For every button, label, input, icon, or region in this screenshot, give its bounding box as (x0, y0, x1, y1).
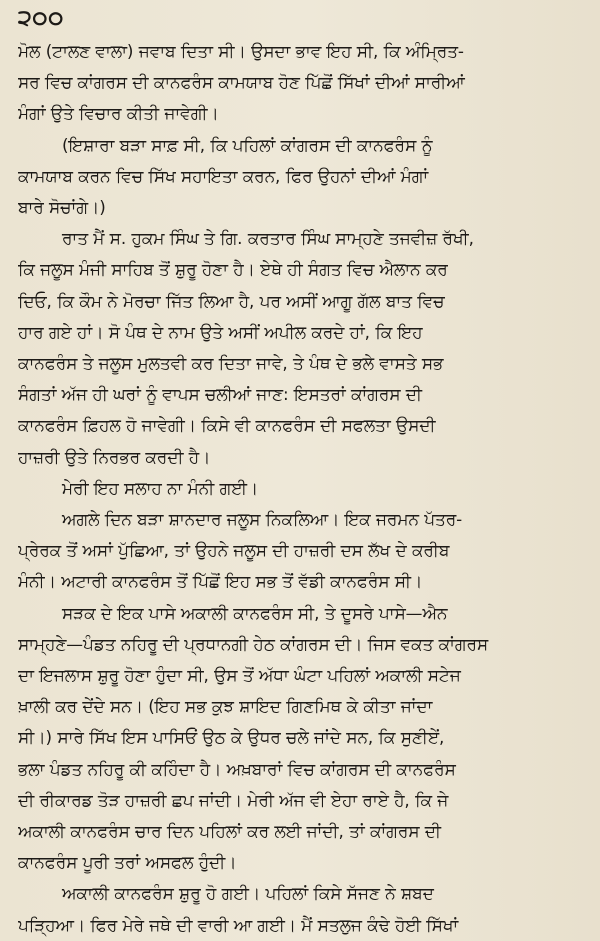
paragraph (18, 473, 586, 504)
text-line: ਹਾਜ਼ਰੀ ਉਤੇ ਨਿਰਭਰ ਕਰਦੀ ਹੈ। (18, 446, 211, 467)
text-line: ਕਾਨਫਰੰਸ ਪੂਰੀ ਤਰਾਂ ਅਸਫਲ ਹੁੰਦੀ। (18, 852, 237, 873)
text-line: ਸਰ ਵਿਚ ਕਾਂਗਰਸ ਦੀ ਕਾਨਫਰੰਸ ਕਾਮਯਾਬ ਹੋਣ ਪਿੱਛੋਂ ਸਿੱਖਾਂ ਦੀਆਂ ਸਾਰੀਆਂ (18, 72, 465, 93)
text-line: ਭਲਾ ਪੰਡਤ ਨਹਿਰੂ ਕੀ ਕਹਿੰਦਾ ਹੈ। ਅਖ਼ਬਾਰਾਂ ਵਿਚ ਕਾਂਗਰਸ ਦੀ ਕਾਨਫਰੰਸ (18, 758, 456, 779)
paragraph (18, 504, 586, 598)
text-line: ਸੰਗਤਾਂ ਅੱਜ ਹੀ ਘਰਾਂ ਨੂੰ ਵਾਪਸ ਚਲੀਆਂ ਜਾਣ: ਇਸਤਰਾਂ ਕਾਂਗਰਸ ਦੀ (18, 384, 422, 405)
paragraph (18, 598, 586, 879)
text-line: ਮੋਲ (ਟਾਲਣ ਵਾਲਾ) ਜਵਾਬ ਦਿਤਾ ਸੀ। ਉਸਦਾ ਭਾਵ ਇਹ ਸੀ, ਕਿ ਅੰਮ੍ਰਿਤ- (18, 41, 464, 61)
text-line: ਅਕਾਲੀ ਕਾਨਫਰੰਸ ਸ਼ੁਰੂ ਹੋ ਗਈ। ਪਹਿਲਾਂ ਕਿਸੇ ਸੱਜਣ ਨੇ ਸ਼ਬਦ (62, 883, 434, 904)
text-line: ਬਾਰੇ ਸੋਚਾਂਗੇ।) (18, 197, 106, 218)
text-line: ਮੰਗਾਂ ਉਤੇ ਵਿਚਾਰ ਕੀਤੀ ਜਾਵੇਗੀ। (18, 103, 219, 124)
text-line: ਅਗਲੇ ਦਿਨ ਬੜਾ ਸ਼ਾਨਦਾਰ ਜਲੂਸ ਨਿਕਲਿਆ। ਇਕ ਜਰਮਨ ਪੱਤਰ- (62, 509, 463, 530)
text-line: ਸਾਮ੍ਹਣੇ—ਪੰਡਤ ਨਹਿਰੂ ਦੀ ਪ੍ਰਧਾਨਗੀ ਹੇਠ ਕਾਂਗਰਸ ਦੀ। ਜਿਸ ਵਕਤ ਕਾਂਗਰਸ (18, 633, 489, 654)
text-line: ਦੀ ਰੀਕਾਰਡ ਤੋੜ ਹਾਜ਼ਰੀ ਛਪ ਜਾਂਦੀ। ਮੇਰੀ ਅੱਜ ਵੀ ਏਹਾ ਰਾਏ ਹੈ, ਕਿ ਜੇ (18, 789, 449, 810)
paragraph (18, 36, 586, 130)
text-line: ਰਾਤ ਮੈਂ ਸ. ਹੁਕਮ ਸਿੰਘ ਤੇ ਗਿ. ਕਰਤਾਰ ਸਿੰਘ ਸਾਮ੍ਹਣੇ ਤਜਵੀਜ਼ ਰੱਖੀ, (62, 228, 474, 249)
text-line: ਸੀ।) ਸਾਰੇ ਸਿੱਖ ਇਸ ਪਾਸਿਓਂ ਉਠ ਕੇ ਉਧਰ ਚਲੇ ਜਾਂਦੇ ਸਨ, ਕਿ ਸੁਣੀਏਂ, (18, 727, 445, 748)
text-line: ਦਿਓ, ਕਿ ਕੌਮ ਨੇ ਮੋਰਚਾ ਜਿੱਤ ਲਿਆ ਹੈ, ਪਰ ਅਸੀਂ ਆਗੂ ਗੱਲ ਬਾਤ ਵਿਚ (18, 290, 445, 311)
paragraph (18, 878, 586, 940)
text-line: ਖ਼ਾਲੀ ਕਰ ਦੇਂਦੇ ਸਨ। (ਇਹ ਸਭ ਕੁਝ ਸ਼ਾਇਦ ਗਿਣਮਿਥ ਕੇ ਕੀਤਾ ਜਾਂਦਾ (18, 696, 433, 717)
paragraph (18, 130, 586, 224)
body-text (18, 36, 586, 941)
text-line: ਕਾਮਯਾਬ ਕਰਨ ਵਿਚ ਸਿੱਖ ਸਹਾਇਤਾ ਕਰਨ, ਫਿਰ ਉਹਨਾਂ ਦੀਆਂ ਮੰਗਾਂ (18, 165, 429, 186)
text-line: ਕਾਨਫਰੰਸ ਫ਼ਿਹਲ ਹੋ ਜਾਵੇਗੀ। ਕਿਸੇ ਵੀ ਕਾਨਫਰੰਸ ਦੀ ਸਫਲਤਾ ਉਸਦੀ (18, 415, 436, 436)
text-line: ਪੜ੍ਹਿਆ। ਫਿਰ ਮੇਰੇ ਜਥੇ ਦੀ ਵਾਰੀ ਆ ਗਈ। ਮੈਂ ਸਤਲੁਜ ਕੰਢੇ ਹੋਈ ਸਿੱਖਾਂ (18, 914, 459, 935)
text-line: ਅਕਾਲੀ ਕਾਨਫਰੰਸ ਚਾਰ ਦਿਨ ਪਹਿਲਾਂ ਕਰ ਲਈ ਜਾਂਦੀ, ਤਾਂ ਕਾਂਗਰਸ ਦੀ (18, 821, 441, 842)
text-line: ਹਾਰ ਗਏ ਹਾਂ। ਸੋ ਪੰਥ ਦੇ ਨਾਮ ਉਤੇ ਅਸੀਂ ਅਪੀਲ ਕਰਦੇ ਹਾਂ, ਕਿ ਇਹ (18, 321, 423, 342)
text-line: ਕਿ ਜਲੂਸ ਮੰਜੀ ਸਾਹਿਬ ਤੋਂ ਸ਼ੁਰੂ ਹੋਣਾ ਹੈ। ਏਥੇ ਹੀ ਸੰਗਤ ਵਿਚ ਐਲਾਨ ਕਰ (18, 259, 448, 280)
text-line: ਦਾ ਇਜਲਾਸ ਸ਼ੁਰੂ ਹੋਣਾ ਹੁੰਦਾ ਸੀ, ਉਸ ਤੋਂ ਅੱਧਾ ਘੰਟਾ ਪਹਿਲਾਂ ਅਕਾਲੀ ਸਟੇਜ (18, 665, 461, 686)
text-line: ਕਾਨਫਰੰਸ ਤੇ ਜਲੂਸ ਮੁਲਤਵੀ ਕਰ ਦਿਤਾ ਜਾਵੇ, ਤੇ ਪੰਥ ਦੇ ਭਲੇ ਵਾਸਤੇ ਸਭ (18, 353, 444, 374)
paragraph (18, 223, 586, 473)
text-line: ਸੜਕ ਦੇ ਇਕ ਪਾਸੇ ਅਕਾਲੀ ਕਾਨਫਰੰਸ ਸੀ, ਤੇ ਦੂਸਰੇ ਪਾਸੇ—ਐਨ (62, 602, 448, 623)
text-line: ਮੰਨੀ। ਅਟਾਰੀ ਕਾਨਫਰੰਸ ਤੋਂ ਪਿੱਛੋਂ ਇਹ ਸਭ ਤੋਂ ਵੱਡੀ ਕਾਨਫਰੰਸ ਸੀ। (18, 571, 423, 592)
page-number: ੨੦੦ (18, 6, 65, 31)
text-line: (ਇਸ਼ਾਰਾ ਬੜਾ ਸਾਫ਼ ਸੀ, ਕਿ ਪਹਿਲਾਂ ਕਾਂਗਰਸ ਦੀ ਕਾਨਫਰੰਸ ਨੂੰ (62, 134, 433, 155)
text-line: ਮੇਰੀ ਇਹ ਸਲਾਹ ਨਾ ਮੰਨੀ ਗਈ। (62, 477, 259, 498)
text-line: ਪ੍ਰੇਰਕ ਤੋਂ ਅਸਾਂ ਪੁੱਛਿਆ, ਤਾਂ ਉਹਨੇ ਜਲੂਸ ਦੀ ਹਾਜ਼ਰੀ ਦਸ ਲੱਖ ਦੇ ਕਰੀਬ (18, 540, 450, 561)
